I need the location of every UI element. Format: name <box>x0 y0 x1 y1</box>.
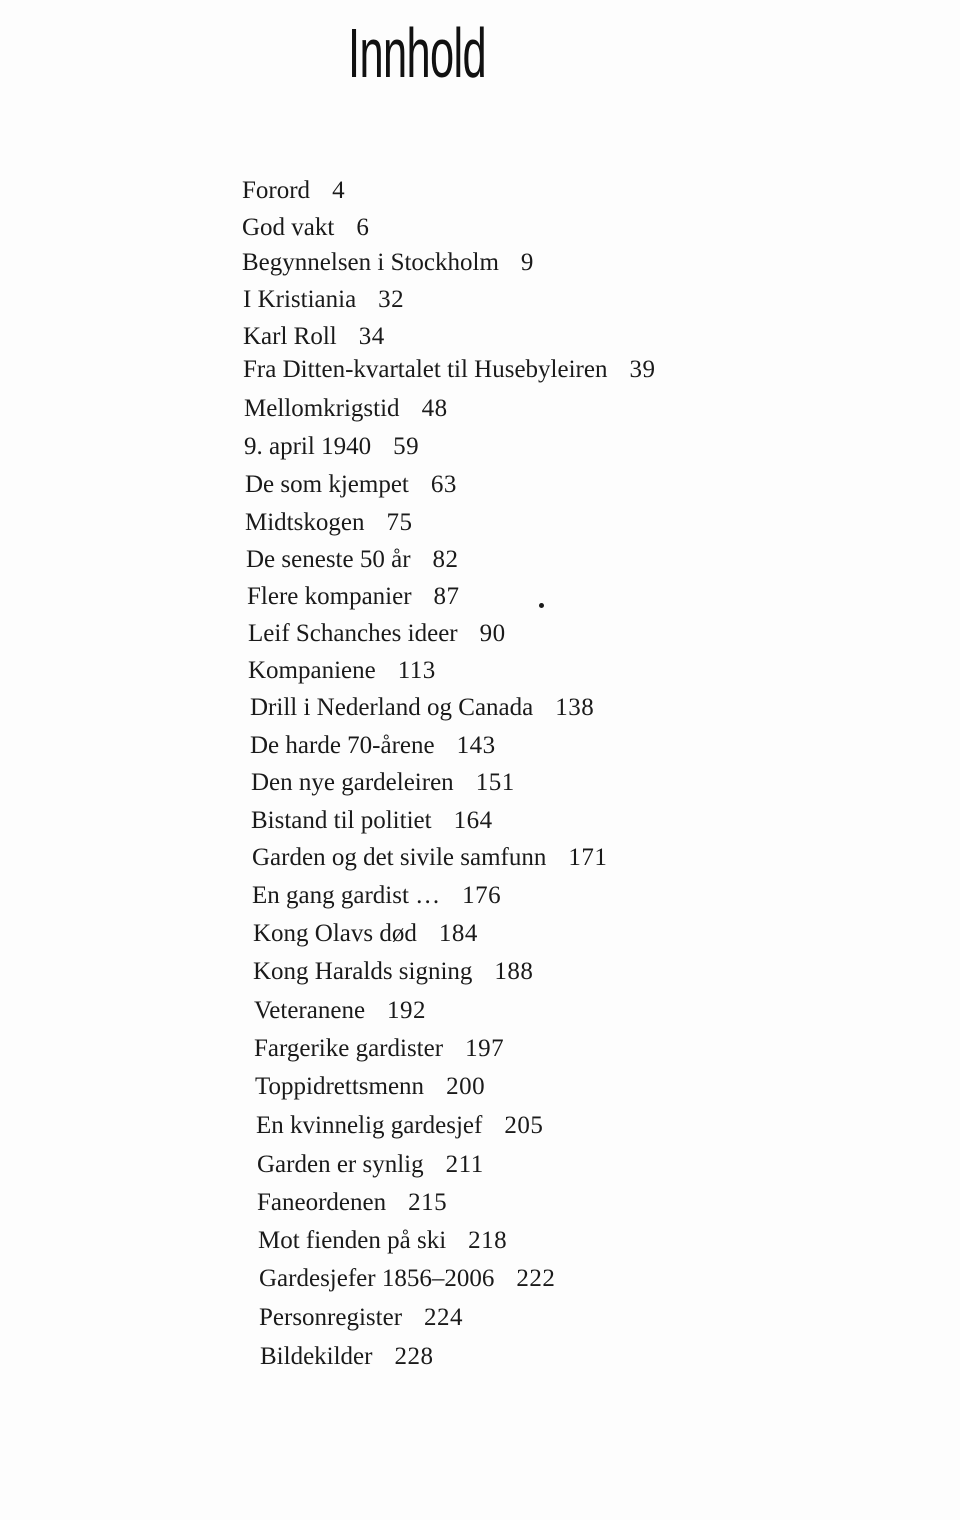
toc-entry <box>250 693 594 723</box>
toc-entry <box>244 432 419 462</box>
toc-entry-page: 75 <box>386 509 413 536</box>
toc-entry <box>242 213 369 243</box>
toc-entry-label: Toppidrettsmenn <box>255 1073 425 1100</box>
toc-entry-page: 176 <box>462 882 502 909</box>
toc-entry <box>252 881 501 911</box>
toc-entry-label: En gang gardist … <box>252 882 441 909</box>
toc-entry <box>248 656 436 686</box>
toc-entry <box>247 582 460 612</box>
toc-entry-page: 34 <box>358 323 385 350</box>
toc-entry-page: 224 <box>424 1304 464 1331</box>
toc-entry <box>244 394 448 424</box>
toc-entry-label: Bildekilder <box>260 1343 373 1370</box>
toc-entry-label: De harde 70-årene <box>250 732 435 759</box>
toc-entry-page: 48 <box>421 395 448 422</box>
toc-entry <box>248 619 506 649</box>
toc-entry-label: Veteranene <box>254 997 366 1024</box>
toc-entry-page: 87 <box>433 583 460 610</box>
toc-entry-label: De seneste 50 år <box>246 546 411 573</box>
toc-entry-page: 197 <box>465 1035 505 1062</box>
toc-entry-label: De som kjempet <box>245 471 409 498</box>
toc-entry-label: Kong Haralds signing <box>253 958 473 985</box>
toc-entry <box>245 508 412 538</box>
page-title: Innhold <box>348 14 487 92</box>
toc-entry-page: 113 <box>397 657 436 684</box>
toc-entry-label: Leif Schanches ideer <box>248 620 458 647</box>
toc-entry <box>253 957 533 987</box>
toc-entry-label: Fargerike gardister <box>254 1035 444 1062</box>
toc-entry-label: Flere kompanier <box>247 583 412 610</box>
toc-entry <box>257 1188 447 1218</box>
toc-entry <box>251 806 493 836</box>
toc-entry-page: 200 <box>446 1073 486 1100</box>
toc-entry <box>258 1226 507 1256</box>
toc-entry-label: Faneordenen <box>257 1189 387 1216</box>
toc-entry-label: Den nye gardeleiren <box>251 769 454 796</box>
toc-entry <box>254 996 426 1026</box>
toc-entry-page: 184 <box>438 920 478 947</box>
toc-entry-page: 39 <box>629 356 656 383</box>
toc-entry <box>242 248 534 278</box>
toc-entry-label: Mellomkrigstid <box>244 395 400 422</box>
toc-entry-page: 59 <box>393 433 420 460</box>
toc-entry-label: Kompaniene <box>248 657 376 684</box>
toc-entry-page: 188 <box>494 958 534 985</box>
toc-entry-page: 218 <box>468 1227 508 1254</box>
toc-entry-label: I Kristiania <box>243 286 357 313</box>
toc-entry <box>252 843 607 873</box>
toc-entry-label: Garden og det sivile samfunn <box>252 844 547 871</box>
toc-entry-label: Karl Roll <box>243 323 337 350</box>
toc-entry-label: Bistand til politiet <box>251 807 432 834</box>
toc-entry <box>254 1034 504 1064</box>
toc-entry-page: 143 <box>456 732 496 759</box>
toc-entry-page: 228 <box>394 1343 434 1370</box>
toc-entry <box>251 768 515 798</box>
toc-entry-label: Forord <box>242 177 311 204</box>
toc-entry <box>260 1342 433 1372</box>
toc-entry-page: 151 <box>475 769 515 796</box>
toc-entry-label: God vakt <box>242 214 335 241</box>
toc-entry-label: Fra Ditten-kvartalet til Husebyleiren <box>243 356 608 383</box>
toc-entry-label: Drill i Nederland og Canada <box>250 694 534 721</box>
toc-entry <box>242 176 345 206</box>
toc-entry-label: Kong Olavs død <box>253 920 417 947</box>
toc-entry <box>259 1303 463 1333</box>
toc-entry <box>243 355 655 385</box>
toc-entry-label: Gardesjefer 1856–2006 <box>259 1265 495 1292</box>
toc-entry-label: Personregister <box>259 1304 403 1331</box>
toc-entry-page: 164 <box>453 807 493 834</box>
toc-entry-page: 222 <box>516 1265 556 1292</box>
toc-entry <box>245 470 457 500</box>
toc-entry-page: 215 <box>408 1189 448 1216</box>
toc-entry-label: Garden er synlig <box>257 1151 424 1178</box>
toc-entry <box>253 919 478 949</box>
toc-entry-label: Midtskogen <box>245 509 365 536</box>
toc-entry-page: 32 <box>378 286 405 313</box>
toc-entry <box>246 545 459 575</box>
toc-entry-page: 63 <box>430 471 457 498</box>
toc-entry-page: 192 <box>387 997 427 1024</box>
toc-entry-label: Mot fienden på ski <box>258 1227 447 1254</box>
toc-entry-label: Begynnelsen i Stockholm <box>242 249 499 276</box>
toc-entry-page: 211 <box>445 1151 484 1178</box>
toc-entry-page: 4 <box>332 177 346 204</box>
stray-dot <box>539 603 544 608</box>
toc-entry <box>250 731 496 761</box>
toc-entry <box>255 1072 485 1102</box>
toc-entry-page: 90 <box>479 620 506 647</box>
toc-entry-page: 9 <box>520 249 534 276</box>
toc-entry-page: 82 <box>432 546 459 573</box>
toc-entry <box>259 1264 555 1294</box>
toc-entry <box>257 1150 484 1180</box>
toc-entry <box>243 322 385 352</box>
toc-entry-label: 9. april 1940 <box>244 433 372 460</box>
toc-entry-page: 205 <box>504 1112 544 1139</box>
toc-entry <box>256 1111 543 1141</box>
toc-entry-page: 138 <box>555 694 595 721</box>
toc-entry-label: En kvinnelig gardesjef <box>256 1112 483 1139</box>
toc-entry-page: 6 <box>356 214 370 241</box>
toc-entry-page: 171 <box>568 844 608 871</box>
toc-entry <box>243 285 404 315</box>
